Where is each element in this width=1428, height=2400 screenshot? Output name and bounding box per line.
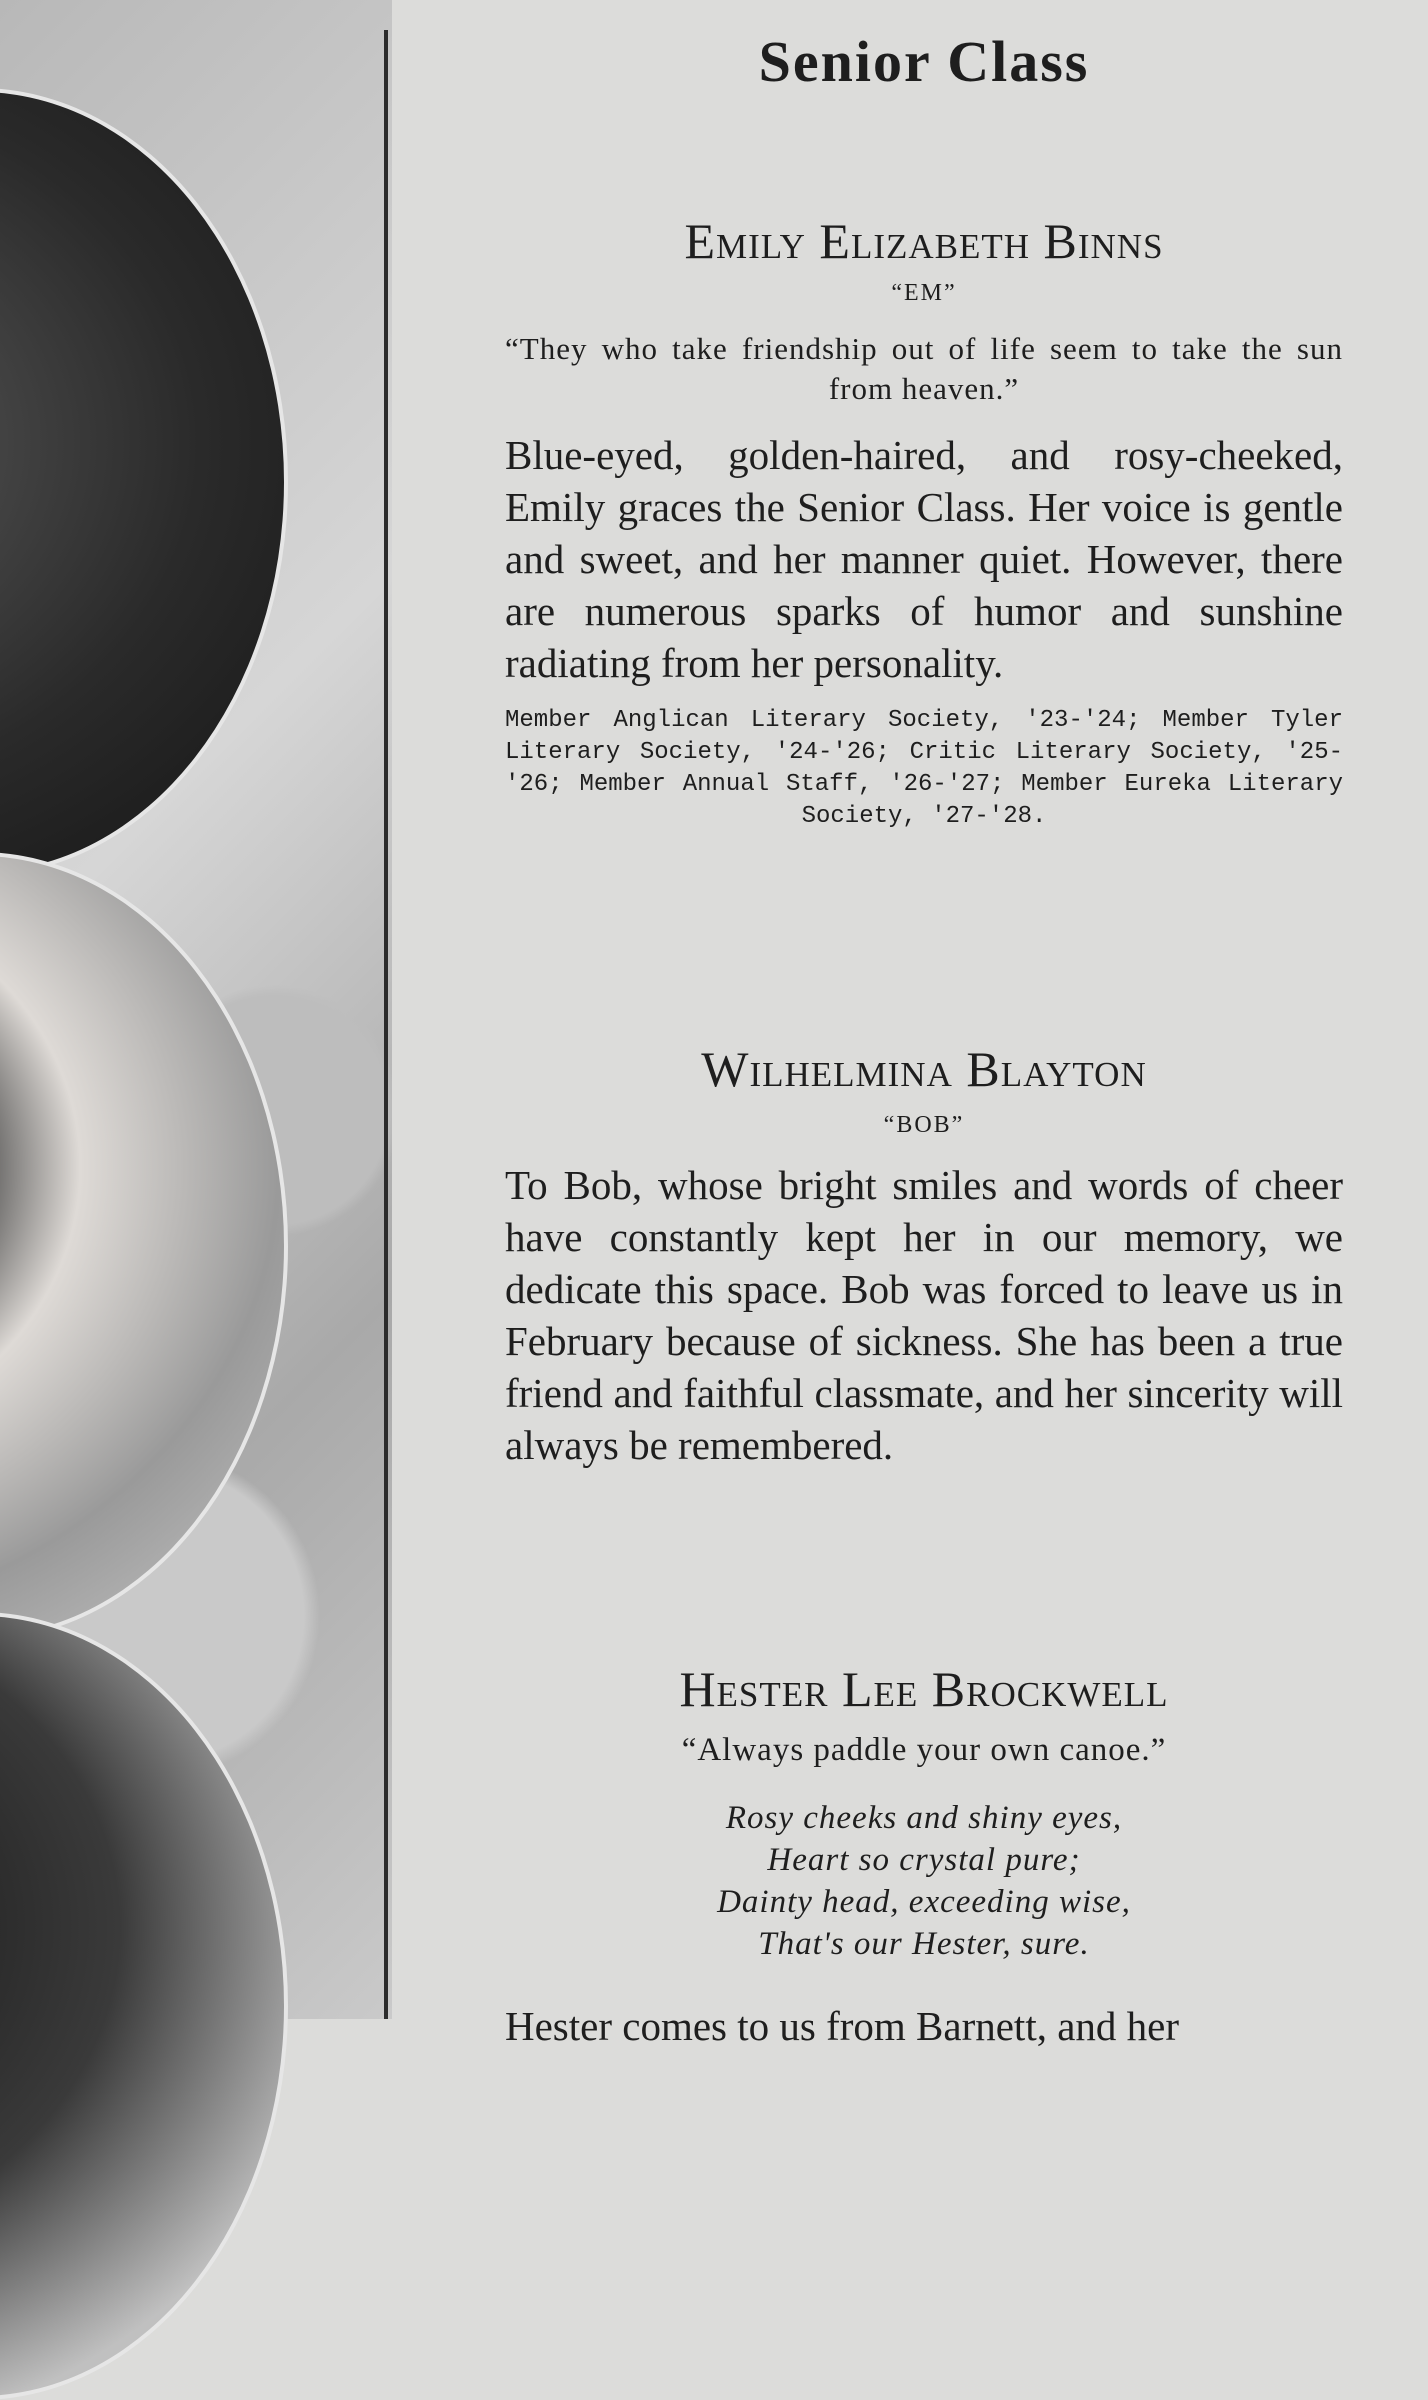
student-poem [505, 1797, 1343, 1965]
portrait-hester-brockwell [0, 1612, 288, 2400]
poem-line: Rosy cheeks and shiny eyes, [725, 1800, 1123, 1836]
portrait-photo-strip [0, 0, 392, 2019]
poem-line: Heart so crystal pure; [767, 1842, 1081, 1878]
student-name: Hester Lee Brockwell [679, 1661, 1169, 1717]
student-quote: “They who take friendship out of life seem to take the sun from heaven.” [505, 331, 1343, 406]
page-heading: Senior Class [758, 29, 1090, 94]
student-bio: Blue-eyed, golden-haired, and rosy-cheeked, Emily graces the Senior Class. Her voice is gentle and sweet, and her manner quiet. However, there are numerous sparks of humor and sunshine radiating from her personality. [505, 432, 1343, 686]
student-entry-binns [505, 212, 1343, 833]
student-nickname: “EM” [891, 280, 957, 306]
student-entry-brockwell [505, 1660, 1343, 1965]
poem-line: That's our Hester, sure. [758, 1926, 1090, 1962]
student-entry-blayton [505, 1040, 1343, 1471]
student-name: Wilhelmina Blayton [701, 1041, 1147, 1097]
student-honors: Member Anglican Literary Society, '23-'24; Member Tyler Literary Society, '24-'26; Critic Literary Society, '25-'26; Member Annual Staff, '26-'27; Member Eureka Literary Society, '27-'28. [505, 707, 1343, 830]
portrait-emily-binns [0, 88, 288, 876]
student-nickname: “BOB” [883, 1112, 965, 1138]
student-motto: “Always paddle your own canoe.” [681, 1732, 1167, 1768]
poem-line: Dainty head, exceeding wise, [717, 1884, 1131, 1920]
cutoff-text-line [505, 2000, 1343, 2049]
student-bio: To Bob, whose bright smiles and words of cheer have constantly kept her in our memory, we dedicate this space. Bob was forced to leave us in February because of sickness. She has been a true friend and faithful classmate, and her sincerity will always be remembered. [505, 1162, 1343, 1468]
student-name: Emily Elizabeth Binns [684, 213, 1164, 269]
student-bio-continuation: Hester comes to us from Barnett, and her [505, 2003, 1180, 2049]
photo-strip-edge [384, 30, 388, 2019]
portrait-wilhelmina-blayton [0, 852, 288, 1640]
